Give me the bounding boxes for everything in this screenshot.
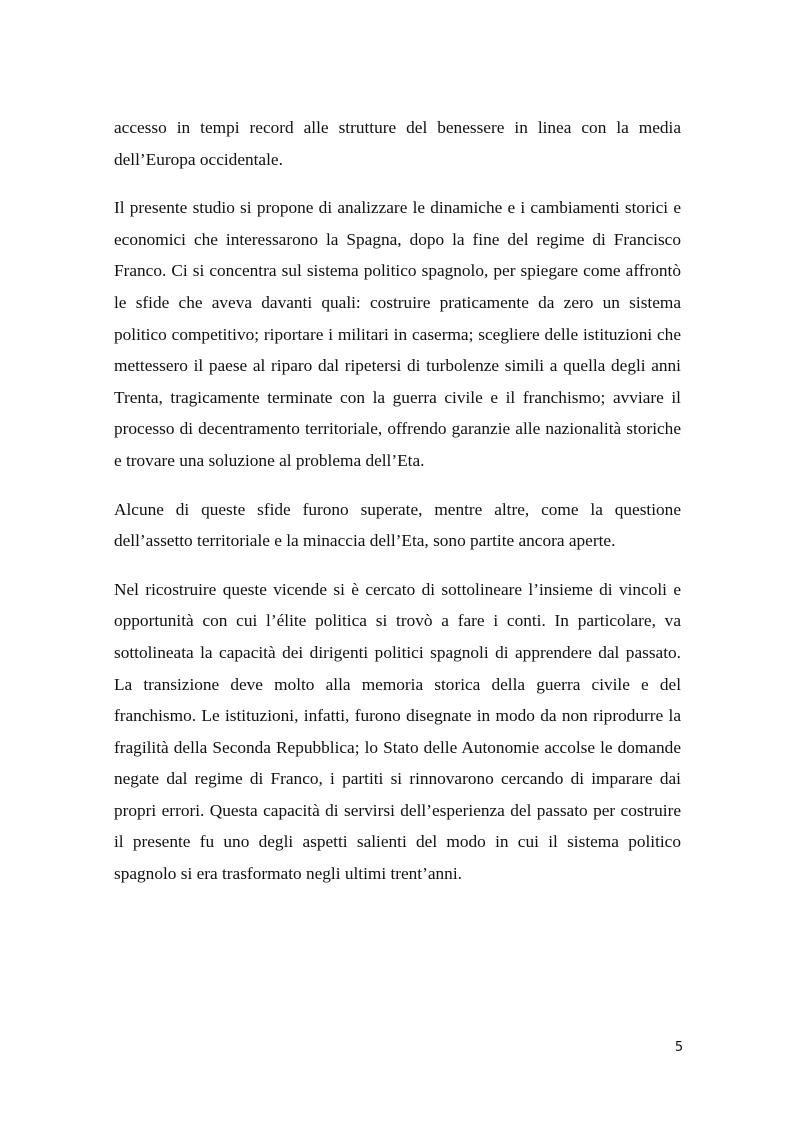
page-number: 5	[674, 1040, 684, 1055]
paragraph-1: accesso in tempi record alle strutture del benessere in linea con la media dell’Europa occidentale.	[114, 118, 681, 169]
paragraph-2: Il presente studio si propone di analizzare le dinamiche e i cambiamenti storici e economici che interessarono la Spagna, dopo la fine del regime di Francisco Franco. Ci si concentra sul sistema politico spagnolo, per spiegare come affrontò le sfide che aveva davanti quali: costruire praticamente da zero un sistema politico competitivo; riportare i militari in caserma; scegliere delle istituzioni che mettessero il paese al riparo dal ripetersi di turbolenze simili a quella degli anni Trenta, tragicamente terminate con la guerra civile e il franchismo; avviare il processo di decentramento territoriale, offrendo garanzie alle nazionalità storiche e trovare una soluzione al problema dell’Eta.	[114, 198, 681, 470]
body-text	[114, 112, 681, 907]
paragraph-3: Alcune di queste sfide furono superate, mentre altre, come la questione dell’assetto territoriale e la minaccia dell’Eta, sono partite ancora aperte.	[114, 499, 681, 551]
paragraph-4: Nel ricostruire queste vicende si è cercato di sottolineare l’insieme di vincoli e opportunità con cui l’élite politica si trovò a fare i conti. In particolare, va sottolineata la capacità dei dirigenti politici spagnoli di apprendere dal passato. La transizione deve molto alla memoria storica della guerra civile e del franchismo. Le istituzioni, infatti, furono disegnate in modo da non riprodurre la fragilità della Seconda Repubblica; lo Stato delle Autonomie accolse le domande negate dal regime di Franco, i partiti si rinnovarono cercando di imparare dai propri errori. Questa capacità di servirsi dell’esperienza del passato per costruire il presente fu uno degli aspetti salienti del modo in cui il sistema politico spagnolo si era trasformato negli ultimi trent’anni.	[114, 579, 681, 884]
